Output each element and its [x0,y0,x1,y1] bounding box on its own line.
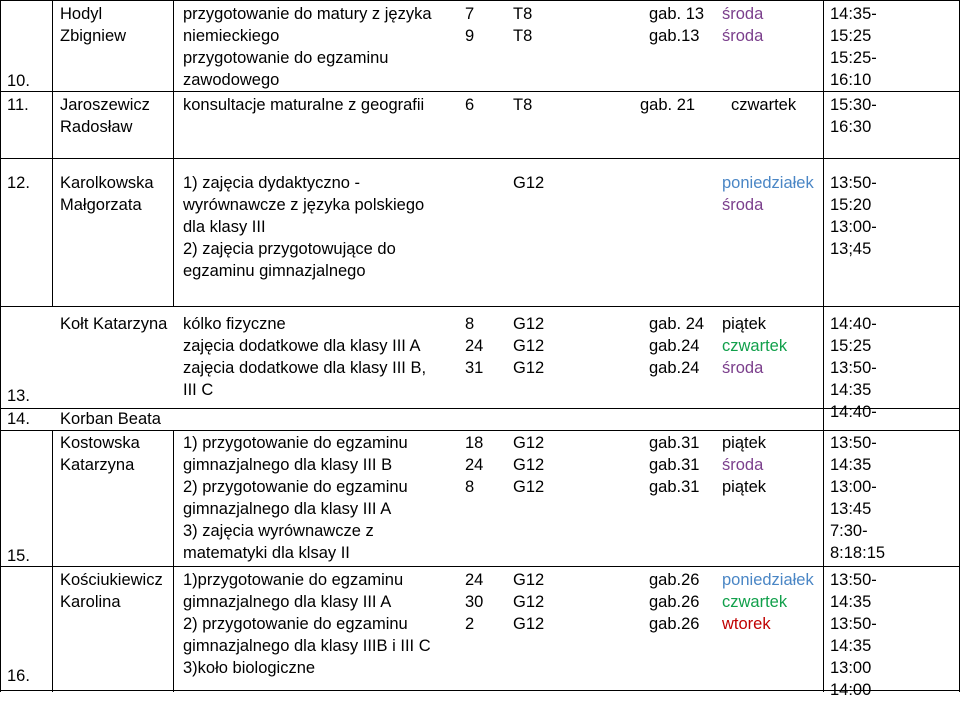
activity-description: konsultacje maturalne z geografii [183,96,425,114]
teacher-name: Karolkowska Małgorzata [60,174,154,214]
weekday: środa środa [722,5,764,45]
teacher-name: Kościukiewicz Karolina [60,571,163,611]
activity-description: przygotowanie do matury z języka niemieckiego przygotowanie do egzaminu zawodowego [183,5,432,89]
grid-line [173,0,174,306]
grid-line [0,0,960,1]
hours-count: 24 30 2 [465,571,484,633]
activity-description: 1) zajęcia dydaktyczno - wyrównawcze z języka polskiego dla klasy III 2) zajęcia przygotowujące do egzaminu gimnazjalnego [183,174,425,280]
activity-description: kólko fizyczne zajęcia dodatkowe dla klasy III A zajęcia dodatkowe dla klasy III B, III C [183,315,427,399]
teacher-name: Hodyl Zbigniew [60,5,127,45]
time-range: 13:50- 14:35 13:00- 13:45 7:30- 8:18:15 [830,434,886,562]
building-code: G12 G12 G12 [513,315,545,377]
hours-count: 18 24 8 [465,434,484,496]
time-range: 14:40- 15:25 13:50- 14:35 14:40- [830,315,877,421]
row-number: 16. [7,667,30,685]
building-code: G12 G12 G12 [513,434,545,496]
teacher-name: Korban Beata [60,410,161,428]
room-number: gab.31 gab.31 gab.31 [649,434,700,496]
row-number: 13. [7,387,30,405]
teacher-name: Kostowska Katarzyna [60,434,140,474]
weekday: poniedziałek czwartek wtorek [722,571,814,633]
row-number: 15. [7,547,30,565]
row-number: 14. [7,410,30,428]
grid-line [823,0,824,692]
building-code: T8 [513,96,533,114]
room-number: gab. 13 gab.13 [649,5,705,45]
weekday: piątek czwartek środa [722,315,788,377]
activity-description: 1)przygotowanie do egzaminu gimnazjalnego dla klasy III A 2) przygotowanie do egzaminu gimnazjalnego dla klasy IIIB i III C 3)koło biologiczne [183,571,431,677]
grid-line [0,0,1,692]
time-range: 15:30- 16:30 [830,96,877,136]
weekday: piątek środa piątek [722,434,767,496]
building-code: G12 [513,174,545,192]
teacher-name: Kołt Katarzyna [60,315,168,333]
weekday: poniedziałek środa [722,174,814,214]
grid-line [173,430,174,692]
grid-line [52,0,53,306]
teacher-name: Jaroszewicz Radosław [60,96,150,136]
grid-line [0,306,960,307]
grid-line [0,91,960,92]
room-number: gab.26 gab.26 gab.26 [649,571,700,633]
activity-description: 1) przygotowanie do egzaminu gimnazjalnego dla klasy III B 2) przygotowanie do egzaminu gimnazjalnego dla klasy III A 3) zajęcia wyrównawcze z matematyki dla klsay II [183,434,408,562]
grid-line [0,566,960,567]
row-number: 11. [7,96,29,114]
hours-count: 7 9 [465,5,475,45]
room-number: gab. 24 gab.24 gab.24 [649,315,705,377]
time-range: 13:50- 15:20 13:00- 13;45 [830,174,877,258]
weekday: czwartek [731,96,797,114]
hours-count: 8 24 31 [465,315,484,377]
grid-line [52,430,53,692]
building-code: T8 T8 [513,5,533,45]
time-range: 13:50- 14:35 13:50- 14:35 13:00 14:00 [830,571,877,699]
room-number: gab. 21 [640,96,696,114]
building-code: G12 G12 G12 [513,571,545,633]
time-range: 14:35- 15:25 15:25- 16:10 [830,5,877,89]
grid-line [0,158,960,159]
grid-line [0,690,960,691]
grid-line [0,430,960,431]
row-number: 10. [7,72,30,90]
hours-count: 6 [465,96,475,114]
row-number: 12. [7,174,30,192]
